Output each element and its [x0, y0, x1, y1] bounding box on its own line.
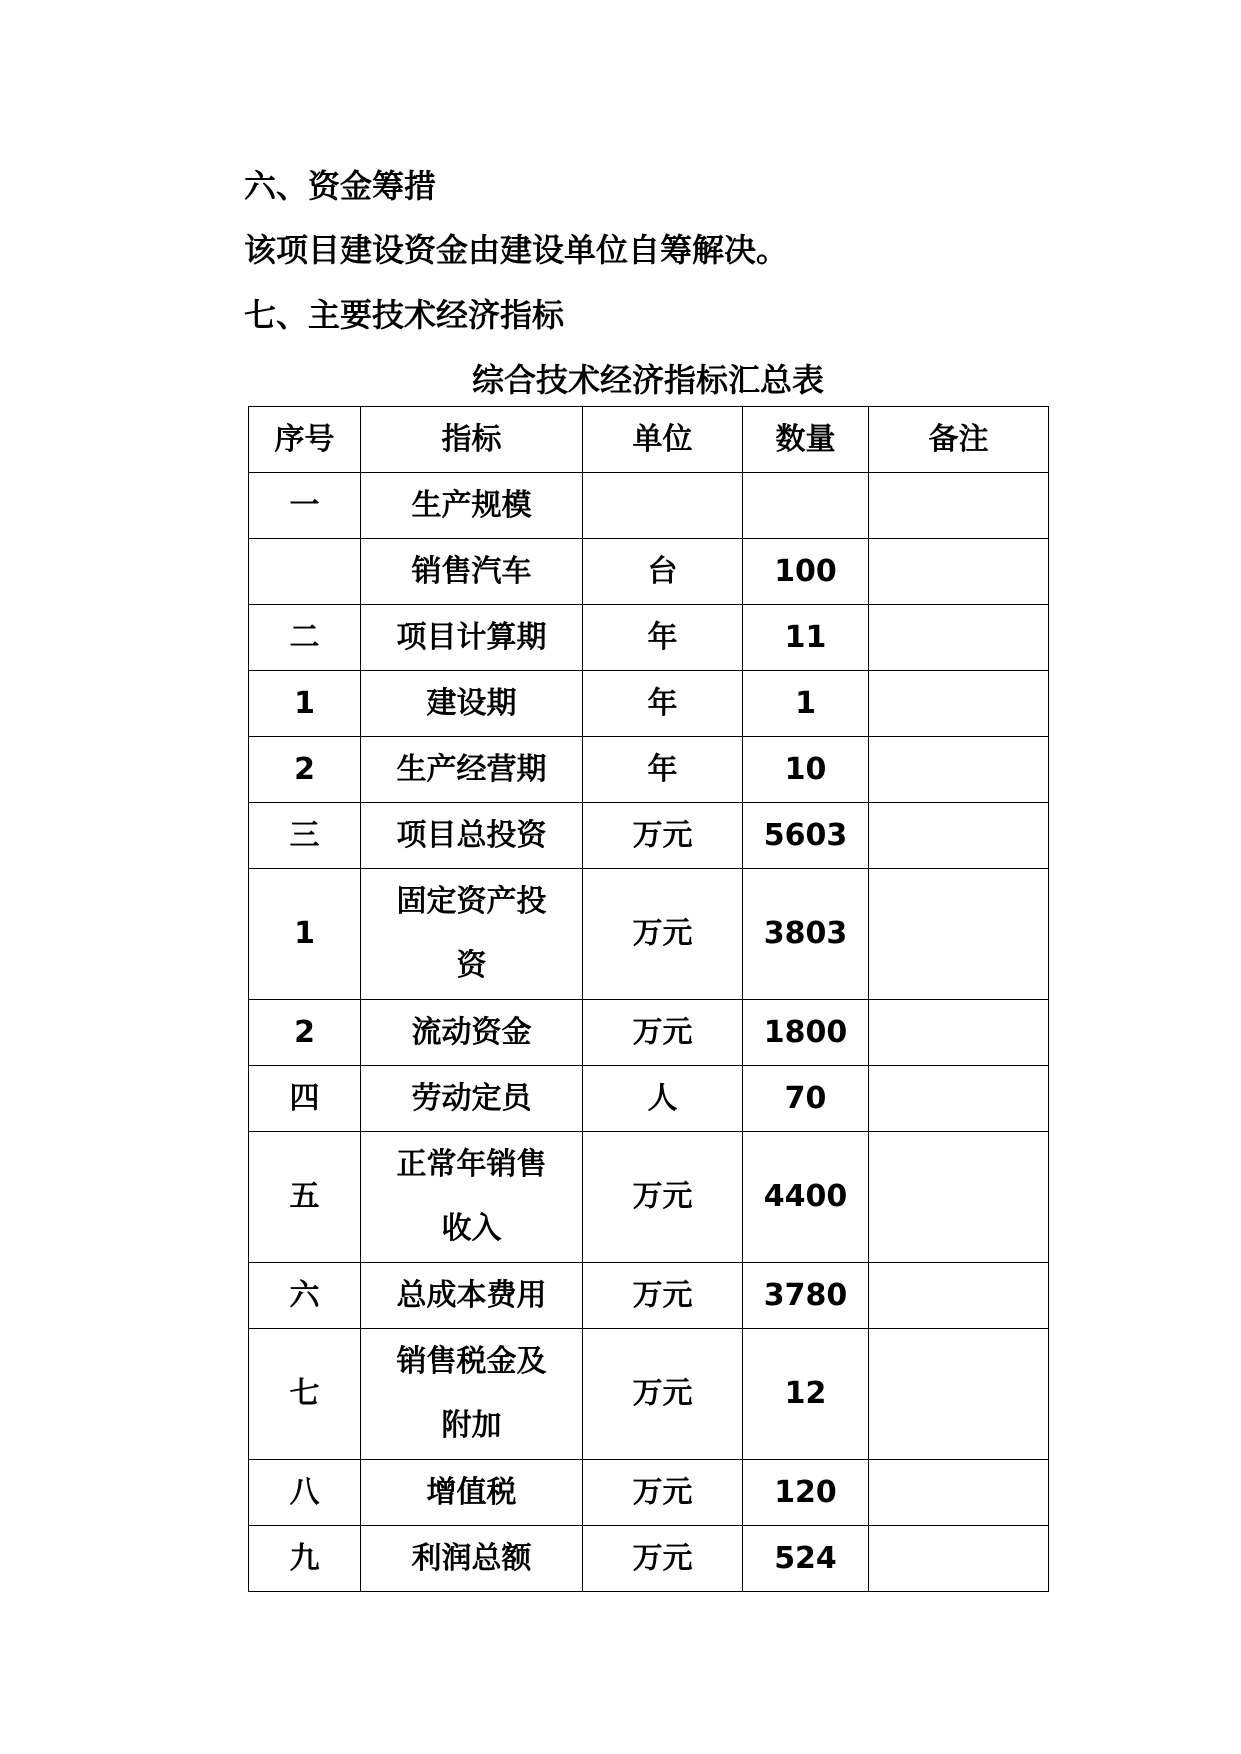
cell-quantity: 11 [743, 605, 869, 671]
table-row [249, 1132, 1049, 1263]
cell-no: 1 [249, 869, 361, 1000]
cell-note [869, 737, 1049, 803]
cell-unit: 万元 [583, 869, 743, 1000]
cell-unit: 万元 [583, 1329, 743, 1460]
cell-no: 九 [249, 1526, 361, 1592]
table-row [249, 539, 1049, 605]
cell-quantity: 4400 [743, 1132, 869, 1263]
table-header-row [249, 407, 1049, 473]
cell-quantity: 524 [743, 1526, 869, 1592]
cell-note [869, 1066, 1049, 1132]
cell-no: 六 [249, 1263, 361, 1329]
cell-no: 2 [249, 1000, 361, 1066]
cell-quantity [743, 473, 869, 539]
table-row [249, 1000, 1049, 1066]
table-caption: 综合技术经济指标汇总表 [471, 361, 824, 399]
cell-quantity: 3780 [743, 1263, 869, 1329]
cell-no: 三 [249, 803, 361, 869]
indicator-summary-table [248, 406, 1049, 1592]
header-indicator: 指标 [361, 407, 583, 473]
cell-quantity: 1800 [743, 1000, 869, 1066]
cell-quantity: 10 [743, 737, 869, 803]
cell-note [869, 1000, 1049, 1066]
cell-indicator-text: 销售税金及附加 [396, 1344, 547, 1443]
cell-quantity: 12 [743, 1329, 869, 1460]
cell-no [249, 539, 361, 605]
header-note: 备注 [869, 407, 1049, 473]
cell-indicator [361, 1329, 583, 1460]
cell-no: 八 [249, 1460, 361, 1526]
section-heading-indicators: 七、主要技术经济指标 [244, 296, 565, 334]
section-heading-funding: 六、资金筹措 [244, 167, 437, 205]
cell-unit: 年 [583, 737, 743, 803]
cell-quantity: 3803 [743, 869, 869, 1000]
cell-note [869, 671, 1049, 737]
table-row [249, 473, 1049, 539]
table-row [249, 1526, 1049, 1592]
cell-note [869, 803, 1049, 869]
table-row [249, 1066, 1049, 1132]
cell-unit: 万元 [583, 1460, 743, 1526]
funding-paragraph: 该项目建设资金由建设单位自筹解决。 [244, 231, 789, 269]
cell-indicator: 利润总额 [361, 1526, 583, 1592]
cell-note [869, 1132, 1049, 1263]
table-row [249, 869, 1049, 1000]
cell-indicator: 项目总投资 [361, 803, 583, 869]
cell-indicator: 总成本费用 [361, 1263, 583, 1329]
cell-no: 五 [249, 1132, 361, 1263]
header-no: 序号 [249, 407, 361, 473]
cell-no: 1 [249, 671, 361, 737]
cell-unit: 万元 [583, 1000, 743, 1066]
cell-quantity: 70 [743, 1066, 869, 1132]
cell-quantity: 1 [743, 671, 869, 737]
cell-indicator-text: 正常年销售收入 [396, 1147, 547, 1246]
cell-indicator: 劳动定员 [361, 1066, 583, 1132]
cell-note [869, 1526, 1049, 1592]
cell-note [869, 539, 1049, 605]
cell-quantity: 5603 [743, 803, 869, 869]
table-row [249, 671, 1049, 737]
table-row [249, 1460, 1049, 1526]
cell-indicator: 生产经营期 [361, 737, 583, 803]
cell-note [869, 473, 1049, 539]
cell-no: 2 [249, 737, 361, 803]
cell-indicator-text: 固定资产投资 [396, 884, 547, 983]
cell-indicator [361, 1132, 583, 1263]
table-row [249, 737, 1049, 803]
cell-note [869, 1329, 1049, 1460]
table-row [249, 1329, 1049, 1460]
cell-note [869, 605, 1049, 671]
cell-no: 一 [249, 473, 361, 539]
cell-indicator [361, 869, 583, 1000]
cell-note [869, 1460, 1049, 1526]
cell-indicator: 增值税 [361, 1460, 583, 1526]
cell-unit: 万元 [583, 803, 743, 869]
cell-unit: 年 [583, 605, 743, 671]
table-row [249, 605, 1049, 671]
cell-unit [583, 473, 743, 539]
cell-unit: 万元 [583, 1526, 743, 1592]
cell-no: 二 [249, 605, 361, 671]
cell-indicator: 建设期 [361, 671, 583, 737]
cell-unit: 万元 [583, 1263, 743, 1329]
header-unit: 单位 [583, 407, 743, 473]
cell-no: 四 [249, 1066, 361, 1132]
cell-indicator: 销售汽车 [361, 539, 583, 605]
cell-quantity: 120 [743, 1460, 869, 1526]
cell-note [869, 1263, 1049, 1329]
cell-unit: 年 [583, 671, 743, 737]
cell-unit: 台 [583, 539, 743, 605]
cell-note [869, 869, 1049, 1000]
header-quantity: 数量 [743, 407, 869, 473]
cell-indicator: 生产规模 [361, 473, 583, 539]
cell-no: 七 [249, 1329, 361, 1460]
cell-unit: 人 [583, 1066, 743, 1132]
cell-indicator: 项目计算期 [361, 605, 583, 671]
cell-unit: 万元 [583, 1132, 743, 1263]
table-row [249, 803, 1049, 869]
table-row [249, 1263, 1049, 1329]
cell-quantity: 100 [743, 539, 869, 605]
cell-indicator: 流动资金 [361, 1000, 583, 1066]
